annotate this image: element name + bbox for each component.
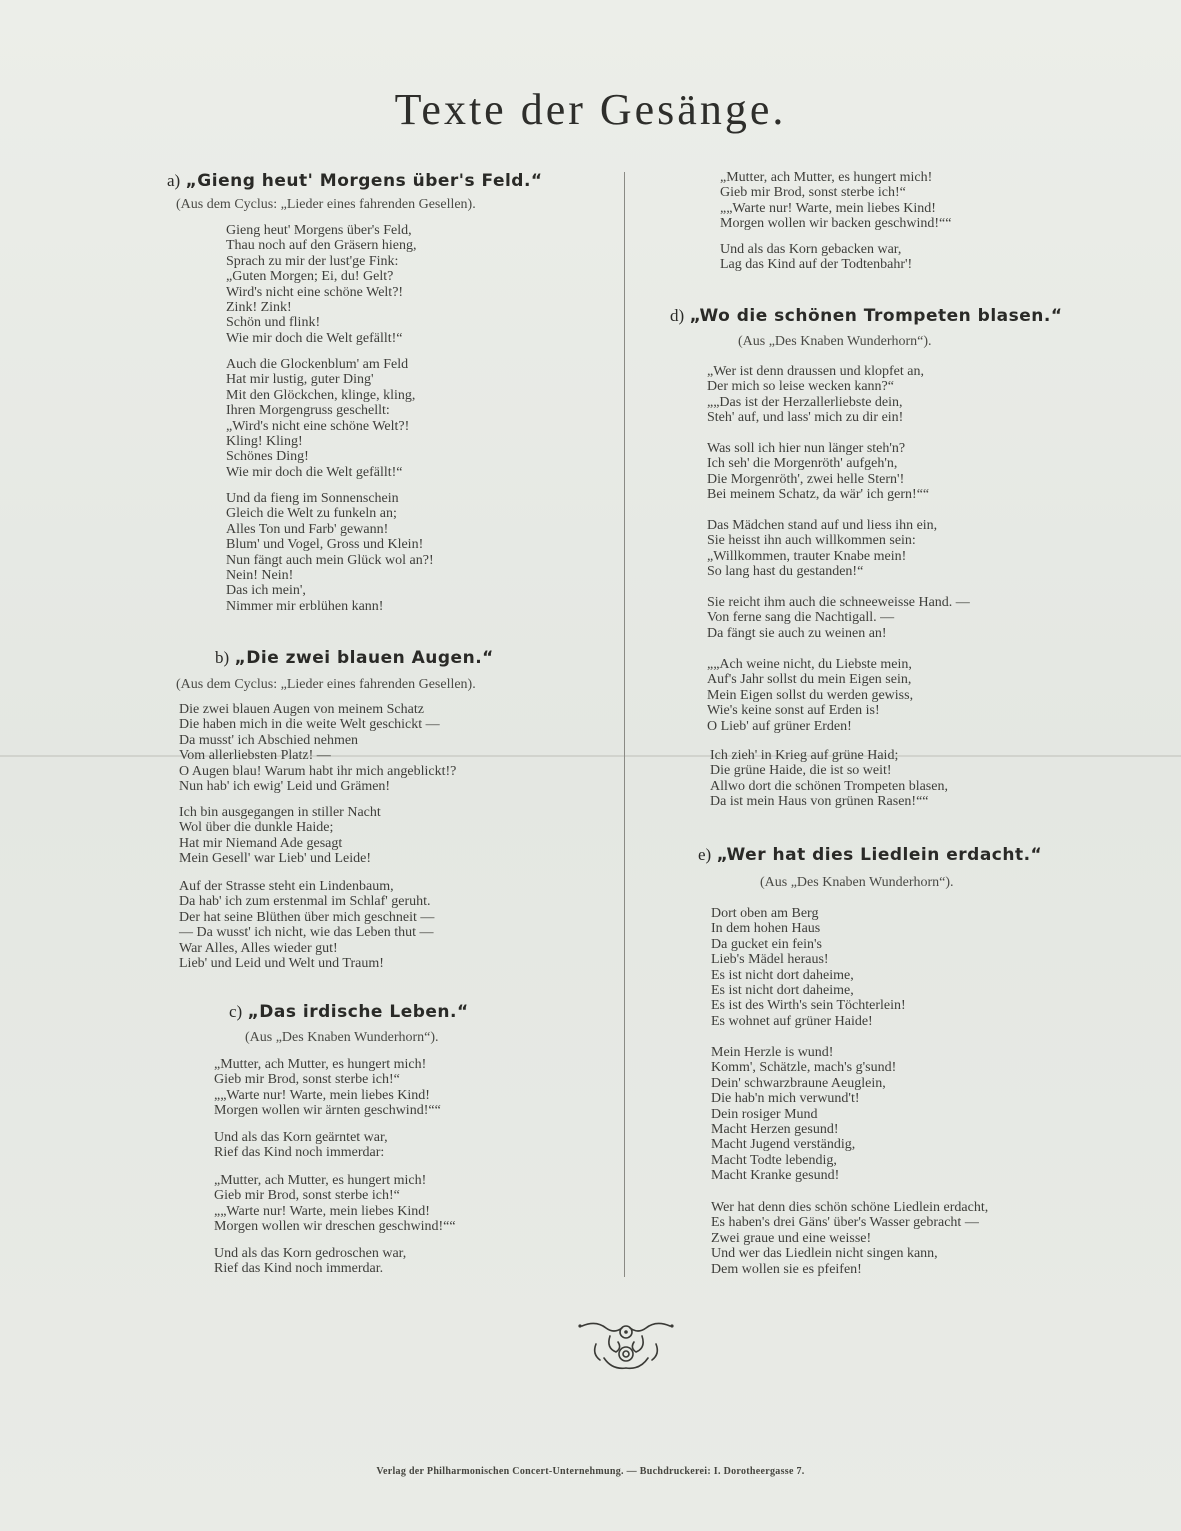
verse-line: Morgen wollen wir ärnten geschwind!““ xyxy=(214,1103,441,1119)
song-b-stanza-1 xyxy=(179,702,456,794)
song-a-source: (Aus dem Cyclus: „Lieder eines fahrenden Gesellen). xyxy=(176,197,476,212)
verse-line: Lag das Kind auf der Todtenbahr'! xyxy=(720,257,913,273)
verse-line: War Alles, Alles wieder gut! xyxy=(179,940,338,956)
verse-line: Dein rosiger Mund xyxy=(711,1106,818,1122)
verse-line: Da musst' ich Abschied nehmen xyxy=(179,732,359,748)
verse-line: Der mich so leise wecken kann?“ xyxy=(707,379,894,395)
verse-line: Auch die Glockenblum' am Feld xyxy=(226,357,409,372)
verse-line: Und als das Korn gedroschen war, xyxy=(214,1246,407,1261)
verse-line: Gleich die Welt zu funkeln an; xyxy=(226,506,397,522)
song-a-stanza-2 xyxy=(226,357,415,480)
verse-line: Auf der Strasse steht ein Lindenbaum, xyxy=(179,879,394,894)
verse-line: Bei meinem Schatz, da wär' ich gern!““ xyxy=(707,487,930,503)
song-d-stanza-1 xyxy=(707,364,924,426)
verse-line: Wol über die dunkle Haide; xyxy=(179,820,334,836)
verse-line: Zink! Zink! xyxy=(226,300,292,316)
song-d-stanza-6 xyxy=(710,748,948,810)
song-d-stanza-2 xyxy=(707,441,929,503)
song-c-stanza-2 xyxy=(214,1130,388,1161)
song-e-stanza-2 xyxy=(711,1045,896,1184)
song-letter: b) xyxy=(215,648,230,667)
verse-line: Mein Eigen sollst du werden gewiss, xyxy=(707,687,914,703)
verse-line: Gieb mir Brod, sonst sterbe ich!“ xyxy=(214,1072,400,1088)
verse-line: Wer hat denn dies schön schöne Liedlein erdacht, xyxy=(711,1200,989,1215)
verse-line: „„Ach weine nicht, du Liebste mein, xyxy=(707,657,912,672)
verse-line: Sie heisst ihn auch willkommen sein: xyxy=(707,533,916,549)
decorative-ornament-icon xyxy=(576,1318,676,1374)
song-title: „Das irdische Leben.“ xyxy=(247,1002,469,1022)
verse-line: Thau noch auf den Gräsern hieng, xyxy=(226,238,417,254)
verse-line: „Guten Morgen; Ei, du! Gelt? xyxy=(226,269,394,285)
song-e-heading xyxy=(698,845,1042,865)
song-e-stanza-1 xyxy=(711,906,906,1029)
verse-line: Macht Jugend verständig, xyxy=(711,1137,856,1153)
verse-line: Wie mir doch die Welt gefällt!“ xyxy=(226,464,403,480)
verse-line: Lieb's Mädel heraus! xyxy=(711,952,829,968)
verse-line: Mein Herzle is wund! xyxy=(711,1045,834,1060)
verse-line: Nein! Nein! xyxy=(226,568,294,584)
verse-line: Es haben's drei Gäns' über's Wasser gebracht — xyxy=(711,1215,979,1231)
verse-line: Lieb' und Leid und Welt und Traum! xyxy=(179,956,384,972)
song-e-stanza-3 xyxy=(711,1200,988,1277)
song-c-source: (Aus „Des Knaben Wunderhorn“). xyxy=(245,1030,439,1045)
verse-line: O Lieb' auf grüner Erden! xyxy=(707,718,852,734)
verse-line: Auf's Jahr sollst du mein Eigen sein, xyxy=(707,672,912,688)
song-c-stanza-6 xyxy=(720,242,912,273)
song-c-stanza-4 xyxy=(214,1246,406,1277)
verse-line: Die hab'n mich verwund't! xyxy=(711,1091,860,1107)
verse-line: Gieng heut' Morgens über's Feld, xyxy=(226,223,412,238)
verse-line: Da ist mein Haus von grünen Rasen!““ xyxy=(710,794,929,810)
verse-line: Dem wollen sie es pfeifen! xyxy=(711,1261,862,1277)
verse-line: Macht Kranke gesund! xyxy=(711,1168,840,1184)
verse-line: Es ist des Wirth's sein Töchterlein! xyxy=(711,998,906,1014)
verse-line: Ich zieh' in Krieg auf grüne Haid; xyxy=(710,748,899,763)
song-letter: a) xyxy=(167,171,181,190)
song-title: „Gieng heut' Morgens über's Feld.“ xyxy=(185,171,543,191)
verse-line: Morgen wollen wir backen geschwind!““ xyxy=(720,216,952,232)
verse-line: Und wer das Liedlein nicht singen kann, xyxy=(711,1246,938,1262)
verse-line: „„Das ist der Herzallerliebste dein, xyxy=(707,394,903,410)
song-d-stanza-4 xyxy=(707,595,970,641)
song-d-heading xyxy=(670,306,1063,326)
song-c-stanza-3 xyxy=(214,1173,456,1235)
verse-line: Hat mir Niemand Ade gesagt xyxy=(179,835,343,851)
verse-line: — Da wusst' ich nicht, wie das Leben thut — xyxy=(179,925,434,941)
song-b-source: (Aus dem Cyclus: „Lieder eines fahrenden Gesellen). xyxy=(176,677,476,692)
verse-line: Es ist nicht dort daheime, xyxy=(711,967,854,983)
song-title: „Wer hat dies Liedlein erdacht.“ xyxy=(716,845,1043,865)
verse-line: Die haben mich in die weite Welt geschickt — xyxy=(179,717,440,733)
verse-line: Zwei graue und eine weisse! xyxy=(711,1230,872,1246)
verse-line: Was soll ich hier nun länger steh'n? xyxy=(707,441,906,456)
verse-line: „Wird's nicht eine schöne Welt?! xyxy=(226,418,410,434)
song-b-heading xyxy=(215,648,494,668)
verse-line: Blum' und Vogel, Gross und Klein! xyxy=(226,537,424,553)
song-a-stanza-3 xyxy=(226,491,434,614)
song-c-heading xyxy=(229,1002,469,1022)
verse-line: Da hab' ich zum erstenmal im Schlaf' geruht. xyxy=(179,894,431,910)
verse-line: Dein' schwarzbraune Aeuglein, xyxy=(711,1075,886,1091)
verse-line: „Willkommen, trauter Knabe mein! xyxy=(707,548,907,564)
verse-line: Das ich mein', xyxy=(226,583,306,599)
verse-line: „Mutter, ach Mutter, es hungert mich! xyxy=(214,1057,427,1072)
verse-line: „„Warte nur! Warte, mein liebes Kind! xyxy=(720,200,936,216)
verse-line: „„Warte nur! Warte, mein liebes Kind! xyxy=(214,1203,430,1219)
verse-line: Der hat seine Blüthen über mich geschneit — xyxy=(179,909,435,925)
verse-line: Morgen wollen wir dreschen geschwind!““ xyxy=(214,1219,456,1235)
verse-line: Und da fieng im Sonnenschein xyxy=(226,491,399,506)
verse-line: Die Morgenröth', zwei helle Stern'! xyxy=(707,471,905,487)
verse-line: Die zwei blauen Augen von meinem Schatz xyxy=(179,702,424,717)
verse-line: Macht Herzen gesund! xyxy=(711,1122,839,1138)
song-d-stanza-3 xyxy=(707,518,937,580)
verse-line: Schön und flink! xyxy=(226,315,321,331)
verse-line: „„Warte nur! Warte, mein liebes Kind! xyxy=(214,1087,430,1103)
verse-line: Das Mädchen stand auf und liess ihn ein, xyxy=(707,518,938,533)
song-c-stanza-5 xyxy=(720,170,951,232)
verse-line: Steh' auf, und lass' mich zu dir ein! xyxy=(707,410,904,426)
song-b-stanza-3 xyxy=(179,879,434,971)
printer-footer: Verlag der Philharmonischen Concert-Unternehmung. — Buchdruckerei: I. Dorotheergasse 7. xyxy=(376,1466,805,1477)
song-b-stanza-2 xyxy=(179,805,381,867)
verse-line: Ich seh' die Morgenröth' aufgeh'n, xyxy=(707,456,898,472)
song-a-stanza-1 xyxy=(226,223,416,346)
paper-fold-line xyxy=(0,755,1181,757)
verse-line: Sie reicht ihm auch die schneeweisse Hand. — xyxy=(707,595,970,610)
verse-line: „Mutter, ach Mutter, es hungert mich! xyxy=(214,1173,427,1188)
verse-line: Und als das Korn geärntet war, xyxy=(214,1130,388,1145)
verse-line: In dem hohen Haus xyxy=(711,921,821,937)
verse-line: Rief das Kind noch immerdar. xyxy=(214,1261,384,1277)
verse-line: So lang hast du gestanden!“ xyxy=(707,564,864,580)
verse-line: Kling! Kling! xyxy=(226,434,303,450)
song-letter: e) xyxy=(698,845,712,864)
verse-line: Ich bin ausgegangen in stiller Nacht xyxy=(179,805,381,820)
verse-line: Wie mir doch die Welt gefällt!“ xyxy=(226,330,403,346)
verse-line: Und als das Korn gebacken war, xyxy=(720,242,902,257)
verse-line: Mein Gesell' war Lieb' und Leide! xyxy=(179,851,372,867)
verse-line: Allwo dort die schönen Trompeten blasen, xyxy=(710,778,948,794)
column-divider xyxy=(624,172,625,1277)
verse-line: Die grüne Haide, die ist so weit! xyxy=(710,763,892,779)
verse-line: Es ist nicht dort daheime, xyxy=(711,983,854,999)
song-d-stanza-5 xyxy=(707,657,913,734)
song-letter: d) xyxy=(670,306,685,325)
verse-line: Gieb mir Brod, sonst sterbe ich!“ xyxy=(720,185,906,201)
verse-line: Da fängt sie auch zu weinen an! xyxy=(707,625,887,641)
verse-line: Von ferne sang die Nachtigall. — xyxy=(707,610,895,626)
verse-line: O Augen blau! Warum habt ihr mich angeblickt!? xyxy=(179,763,457,779)
song-title: „Wo die schönen Trompeten blasen.“ xyxy=(689,306,1063,326)
verse-line: Hat mir lustig, guter Ding' xyxy=(226,372,374,388)
verse-line: Es wohnet auf grüner Haide! xyxy=(711,1013,873,1029)
verse-line: Nun fängt auch mein Glück wol an?! xyxy=(226,552,434,568)
verse-line: Komm', Schätzle, mach's g'sund! xyxy=(711,1060,897,1076)
song-d-source: (Aus „Des Knaben Wunderhorn“). xyxy=(738,334,932,349)
verse-line: Nimmer mir erblühen kann! xyxy=(226,598,384,614)
verse-line: Schönes Ding! xyxy=(226,449,309,465)
verse-line: Macht Todte lebendig, xyxy=(711,1152,837,1168)
verse-line: Gieb mir Brod, sonst sterbe ich!“ xyxy=(214,1188,400,1204)
verse-line: Nun hab' ich ewig' Leid und Grämen! xyxy=(179,779,391,795)
verse-line: Da gucket ein fein's xyxy=(711,936,822,952)
verse-line: Wird's nicht eine schöne Welt?! xyxy=(226,284,404,300)
verse-line: Wie's keine sonst auf Erden is! xyxy=(707,703,880,719)
verse-line: Mit den Glöckchen, klinge, kling, xyxy=(226,387,416,403)
song-c-stanza-1 xyxy=(214,1057,441,1119)
song-e-source: (Aus „Des Knaben Wunderhorn“). xyxy=(760,875,954,890)
verse-line: Vom allerliebsten Platz! — xyxy=(179,748,331,764)
song-a-heading xyxy=(167,171,543,191)
verse-line: Sprach zu mir der lust'ge Fink: xyxy=(226,253,399,269)
song-title: „Die zwei blauen Augen.“ xyxy=(234,648,494,668)
verse-line: Rief das Kind noch immerdar: xyxy=(214,1145,385,1161)
verse-line: Dort oben am Berg xyxy=(711,906,819,921)
verse-line: Alles Ton und Farb' gewann! xyxy=(226,521,389,537)
verse-line: Ihren Morgengruss geschellt: xyxy=(226,403,390,419)
song-letter: c) xyxy=(229,1002,243,1021)
verse-line: „Wer ist denn draussen und klopfet an, xyxy=(707,364,924,379)
page-title: Texte der Gesänge. xyxy=(394,85,787,134)
verse-line: „Mutter, ach Mutter, es hungert mich! xyxy=(720,170,933,185)
